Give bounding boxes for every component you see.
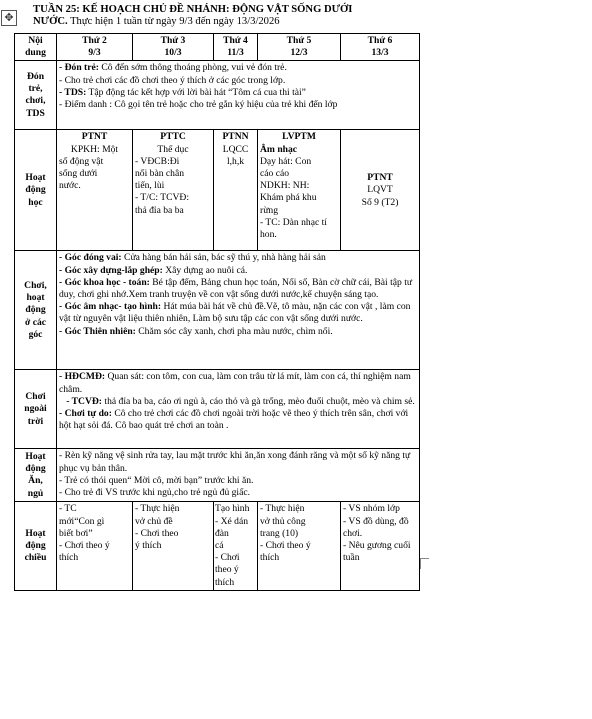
lesson-line: số động vật [59,155,104,167]
item-text: - Cho trẻ chơi các đồ chơi theo ý thích ở các góc trong lớp. [59,74,286,86]
row-label-line: Chơi [25,391,46,403]
day-date: 12/3 [290,47,308,59]
chieu-line: - VS đồ dùng, đồ [343,515,409,527]
chieu-line: - TC [59,503,77,515]
day-header-wed [214,34,258,61]
chieu-line: vở chủ đề [135,515,173,527]
choi-goc-content [57,251,420,370]
lesson-line: NDKH: NH: [260,180,310,192]
day-header-fri [341,34,420,61]
header-label-line: dung [25,47,46,59]
list-item [59,99,417,111]
item-heading: - TDS: [59,86,87,98]
chieu-fri [341,502,420,590]
item-heading: - HĐCMĐ: [59,371,106,383]
list-item [59,396,417,408]
row-an-ngu [15,449,420,502]
list-item [59,371,417,395]
lesson-area: PTTC [160,131,186,143]
row-label-line: học [28,196,43,208]
item-text: - Điểm danh : Cô gọi tên trẻ hoặc cho trẻ gắn ký hiệu của trẻ khi đến lớp [59,99,338,111]
day-header-tue [133,34,214,61]
chieu-line: - Chơi theo ý [59,540,110,552]
an-ngu-content [57,449,420,502]
lesson-line: Khám phá khu [260,192,317,204]
list-item [59,62,417,74]
chieu-line: - Thực hiện [260,503,305,515]
chieu-line: chơi. [343,527,363,539]
lesson-tue [133,130,214,251]
lesson-line: rừng [260,204,278,216]
lesson-line: - TC: Dàn nhạc tí [260,216,327,228]
chieu-line: - Thực hiện [135,503,180,515]
table-move-handle-icon[interactable]: ✥ [1,10,17,26]
row-hoat-dong-chieu [15,502,420,590]
lesson-area: LVPTM [282,131,316,143]
day-name: Thứ 3 [160,35,186,46]
item-text: Tập động tác kết hợp với lời bài hát “Tôm cá cua thi tài” [86,86,306,98]
lesson-mon [57,130,133,251]
lesson-line: LQCC [222,143,249,155]
list-item [59,277,417,301]
item-text: Cô đến sớm thông thoáng phòng, vui vẻ đón trẻ. [98,62,287,74]
row-label-line: động [25,304,46,316]
row-label-line: động [25,184,46,196]
row-label-line: ngoài [24,403,47,415]
row-choi-ngoai-troi [15,370,420,449]
day-date: 10/3 [164,47,182,59]
row-label-line: ở các [24,316,47,328]
row-label-line: trẻ, [28,83,43,95]
item-heading: - Góc khoa học - toán: [59,276,150,288]
lesson-line: - T/C: TCVĐ: [135,192,190,204]
lesson-line: sống dưới [59,168,98,180]
lesson-line: KPKH: Một [70,143,119,155]
row-label-line: hoạt [26,292,45,304]
item-text: Chăm sóc cây xanh, chơi pha màu nước, chìm nổi. [135,325,333,337]
day-header-mon [57,34,133,61]
list-item: - Trẻ có thói quen“ Mời cô, mời bạn” trước khi ăn. [59,474,254,486]
lesson-wed [214,130,258,251]
row-label-line: trời [27,415,44,427]
row-label-line: Hoạt [25,451,46,462]
lesson-line: tiến, lùi [135,180,165,192]
list-item [59,87,417,99]
chieu-tue [133,502,214,590]
day-name: Thứ 5 [286,35,312,46]
list-item [59,326,417,338]
lesson-line: cáo cáo [260,168,290,180]
plan-title [33,4,553,28]
day-date: 13/3 [371,47,389,59]
row-don-tre [15,61,420,130]
chieu-line: mới“Con gì [59,515,105,527]
item-text: Hát múa bài hát về chủ đề.Vẽ, tô màu, nặn các con vật , làm con vật từ nguyên vật liệu thiên nhiên, Làm bộ sưu tập các con vật sống dưới nước. [59,301,411,325]
lesson-line: Số 9 (T2) [361,196,399,208]
header-content-label [15,34,57,61]
chieu-line: ý thích [135,540,162,552]
chieu-line: - Chơi theo ý [260,540,311,552]
row-label-line: động [25,540,46,552]
title-line-2 [33,16,553,28]
lesson-line: Thể dục [157,143,189,155]
title-dates: Thực hiện 1 tuần từ ngày 9/3 đến ngày 13/3/2026 [67,16,280,27]
item-text: Xây dựng ao nuôi cá. [162,264,248,276]
lesson-area: PTNN [222,131,249,143]
item-text: Quan sát: con tôm, con cua, làm con trâu từ lá mít, làm con cá, thí nghiệm nam châm. [59,371,411,395]
item-text: Cô cho trẻ chơi các đồ chơi ngoài trời hoặc vẽ theo ý thích trên sân, chơi với hột hạt sỏi đá. Cô bao quát trẻ chơi an toàn . [59,408,409,432]
item-text: Cửa hàng bán hải sản, bác sỹ thú y, nhà hàng hải sản [121,252,326,264]
row-label-line: Chơi, [24,279,47,291]
row-label-line: ngủ [27,487,44,499]
item-heading: - Chơi tự do: [59,408,112,420]
list-item [59,408,417,432]
header-label-line: Nội [28,35,43,46]
lesson-line: thả đỉa ba ba [135,204,184,216]
chieu-line: biết bơi” [59,527,93,539]
chieu-line: - Chơi theo [135,527,179,539]
item-text: Bé tập đếm, Bảng chun học toán, Nối số, Bàn cờ chữ cái, Bài tập tư duy, chơi ghi nhớ.Xem tranh truyện về con vật sống dưới nước,kể chuyện sáng tạo. [59,276,413,301]
chieu-mon [57,502,133,590]
row-label-line: góc [28,328,43,340]
lesson-line: LQVT [367,184,393,196]
lesson-fri [341,130,420,251]
item-heading: - Góc xây dựng-lắp ghép: [59,264,163,276]
day-date: 11/3 [227,47,244,59]
don-tre-content [57,61,420,130]
row-label-hoat-dong-hoc [15,130,57,251]
lesson-line: l,h,k [226,155,245,167]
item-heading: - Góc Thiên nhiên: [59,325,136,337]
day-header-thu [258,34,341,61]
chieu-wed [214,502,258,590]
chieu-line: thích [215,576,235,588]
lesson-area: PTNT [81,131,108,143]
chieu-thu [258,502,341,590]
row-label-line: động [25,463,46,475]
chieu-line: - Xé dán đàn [215,515,249,539]
choi-ngoai-troi-content [57,370,420,449]
row-label-choi-goc [15,251,57,370]
lesson-line: Dạy hát: Con [260,155,312,167]
lesson-thu [258,130,341,251]
row-label-don-tre [15,61,57,130]
row-hoat-dong-hoc [15,130,420,251]
row-label-line: Ăn, [28,475,43,487]
title-line-1: TUẦN 25: KẾ HOẠCH CHỦ ĐỀ NHÁNH: ĐỘNG VẬT SỐNG DƯỚI [33,4,353,15]
weekly-plan-table [14,33,420,591]
row-label-line: Hoạt [25,527,46,539]
row-label-line: Đón [26,71,45,82]
list-item: - Cho trẻ đi VS trước khi ngủ,cho trẻ ngủ đủ giấc. [59,487,251,499]
lesson-line: hon. [260,229,277,241]
day-date: 9/3 [88,47,101,59]
row-label-choi-ngoai-troi [15,370,57,449]
lesson-line: nước. [59,180,81,192]
chieu-line: - Nêu gương cuối [343,540,411,552]
page-margin-marker [420,558,429,569]
header-row [15,34,420,61]
chieu-line: - Chơi theo ý [215,552,240,576]
chieu-line: trang (10) [260,527,299,539]
list-item [59,301,417,325]
list-item [59,75,417,87]
row-label-an-ngu [15,449,57,502]
item-heading: - TCVĐ: [59,395,103,407]
chieu-line: vở thủ công [260,515,306,527]
list-item [59,252,417,264]
row-label-line: chiều [24,552,47,564]
item-heading: - Góc âm nhạc- tạo hình: [59,301,162,313]
lesson-line: nối bàn chân [135,168,185,180]
chieu-line: thích [260,552,280,564]
title-topic-tail: NƯỚC. [33,16,68,27]
lesson-line: Âm nhạc [260,143,298,155]
list-item: - Rèn kỹ năng vệ sinh rửa tay, lau mặt trước khi ăn,ăn xong đánh răng và một số kỹ năng tự phục vụ bản thân. [59,450,411,474]
item-heading: - Đón trẻ: [59,62,99,74]
chieu-line: - VS nhóm lớp [343,503,400,515]
row-label-chieu [15,502,57,590]
chieu-line: thích [59,552,79,564]
row-label-line: TDS [26,107,45,119]
row-label-line: Hoạt [25,172,46,184]
item-text: thả đỉa ba ba, cáo ơi ngủ à, cáo thỏ và gà trống, mèo đuổi chuột, mèo và chim sẻ. [102,395,415,407]
chieu-line: tuần [343,552,360,564]
lesson-line: - VĐCB:Đi [135,155,180,167]
day-name: Thứ 4 [223,35,248,46]
item-heading: - Góc đóng vai: [59,252,122,264]
day-name: Thứ 6 [367,35,393,46]
chieu-line: cá [215,540,224,552]
lesson-area: PTNT [367,172,393,184]
chieu-line: Tạo hình [215,503,250,515]
row-label-line: chơi, [25,95,46,107]
day-name: Thứ 2 [82,35,107,46]
row-choi-goc [15,251,420,370]
list-item [59,265,417,277]
